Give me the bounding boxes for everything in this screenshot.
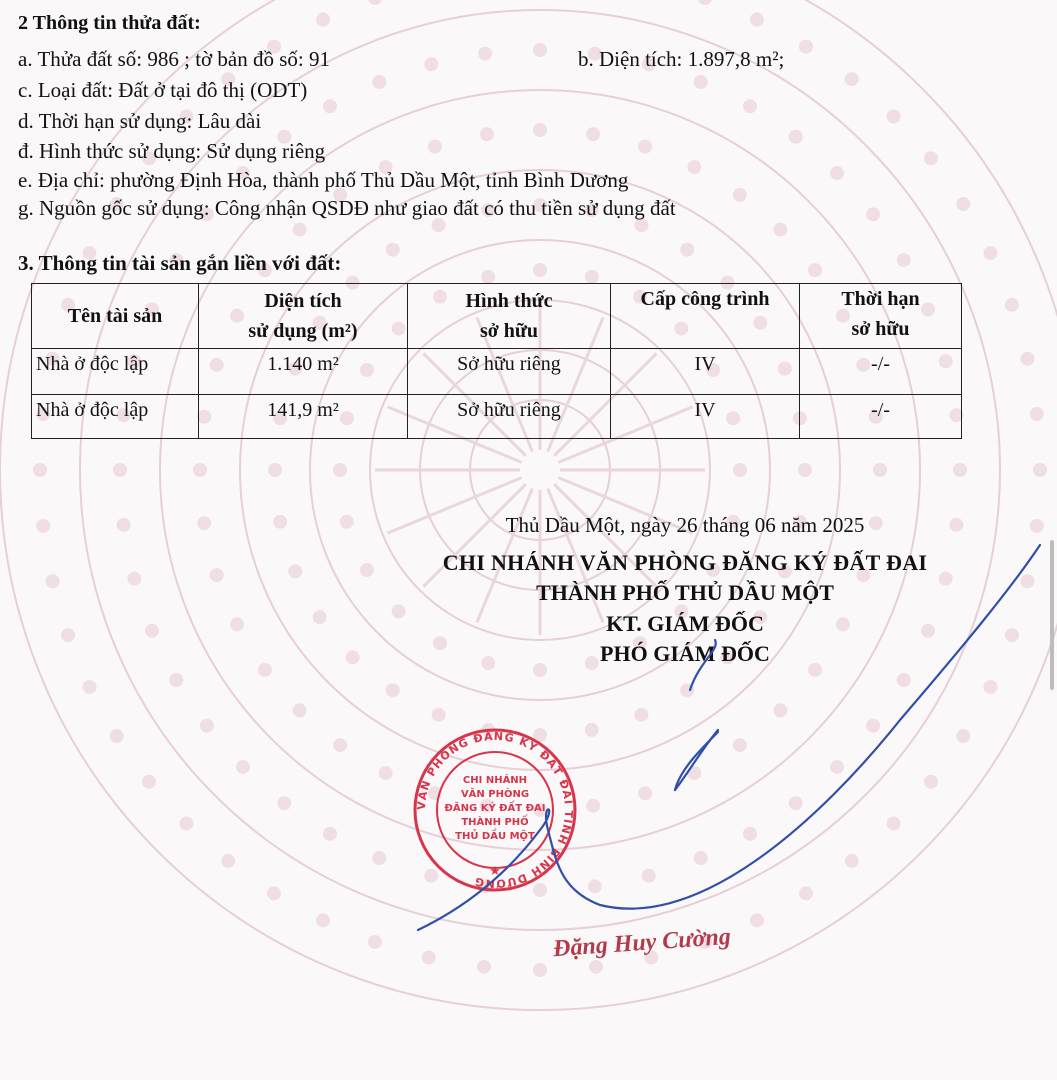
use-form-line: đ. Hình thức sử dụng: Sử dụng riêng <box>18 139 326 163</box>
cell-asset-name: Nhà ở độc lập <box>32 349 199 395</box>
svg-text:VĂN PHÒNG ĐĂNG KÝ ĐẤT ĐAI TỈNH: VĂN PHÒNG ĐĂNG KÝ ĐẤT ĐAI TỈNH BÌNH DƯƠNG <box>414 729 576 891</box>
cell-ownership-form: Sở hữu riêng <box>408 395 611 439</box>
signer-name: Đặng Huy Cường <box>552 923 732 963</box>
cell-building-level: IV <box>611 349 800 395</box>
header-asset-name: Tên tài sản <box>32 284 199 349</box>
parcel-area-line: b. Diện tích: 1.897,8 m²; <box>578 47 785 71</box>
cell-asset-name: Nhà ở độc lập <box>32 395 199 439</box>
svg-text:VĂN PHÒNG: VĂN PHÒNG <box>460 789 530 800</box>
svg-text:ĐĂNG KÝ ĐẤT ĐAI: ĐĂNG KÝ ĐẤT ĐAI <box>444 803 546 814</box>
table-header-row <box>32 284 962 349</box>
address-line: e. Địa chỉ: phường Định Hòa, thành phố Thủ Dầu Một, tỉnh Bình Dương <box>18 168 629 192</box>
section3-title: 3. Thông tin tài sản gắn liền với đất: <box>18 251 342 275</box>
header-building-level: Cấp công trình <box>611 284 800 349</box>
assets-table <box>31 283 962 439</box>
section2-title: 2 Thông tin thửa đất: <box>18 12 201 34</box>
header-ownership-form: Hình thức sở hữu <box>408 284 611 349</box>
place-date-line: Thủ Dầu Một, ngày 26 tháng 06 năm 2025 <box>505 513 865 537</box>
cell-ownership-form: Sở hữu riêng <box>408 349 611 395</box>
use-term-line: d. Thời hạn sử dụng: Lâu dài <box>18 109 262 133</box>
table-row <box>32 349 962 395</box>
cell-ownership-term: -/- <box>800 395 962 439</box>
cell-area: 141,9 m² <box>199 395 408 439</box>
svg-text:★: ★ <box>489 864 501 879</box>
svg-text:THÀNH PHỐ: THÀNH PHỐ <box>461 817 529 828</box>
cell-area: 1.140 m² <box>199 349 408 395</box>
cell-building-level: IV <box>611 395 800 439</box>
scrollbar-thumb[interactable] <box>1050 540 1054 690</box>
header-area: Diện tích sử dụng (m²) <box>199 284 408 349</box>
table-row <box>32 395 962 439</box>
parcel-number-line: a. Thửa đất số: 986 ; tờ bản đồ số: 91 <box>18 47 330 71</box>
cell-ownership-term: -/- <box>800 349 962 395</box>
svg-text:CHI NHÁNH: CHI NHÁNH <box>462 775 528 786</box>
signer-role-line1: KT. GIÁM ĐỐC <box>606 611 764 636</box>
official-stamp-seal <box>410 725 580 895</box>
header-ownership-term: Thời hạn sở hữu <box>800 284 962 349</box>
office-name-line2: THÀNH PHỐ THỦ DẦU MỘT <box>536 580 834 605</box>
land-type-line: c. Loại đất: Đất ở tại đô thị (ODT) <box>18 78 308 102</box>
origin-line: g. Nguồn gốc sử dụng: Công nhận QSDĐ như giao đất có thu tiền sử dụng đất <box>18 196 676 220</box>
svg-text:THỦ DẦU MỘT: THỦ DẦU MỘT <box>455 831 535 842</box>
office-name-line1: CHI NHÁNH VĂN PHÒNG ĐĂNG KÝ ĐẤT ĐAI <box>442 550 928 575</box>
signer-role-line2: PHÓ GIÁM ĐỐC <box>600 641 770 666</box>
